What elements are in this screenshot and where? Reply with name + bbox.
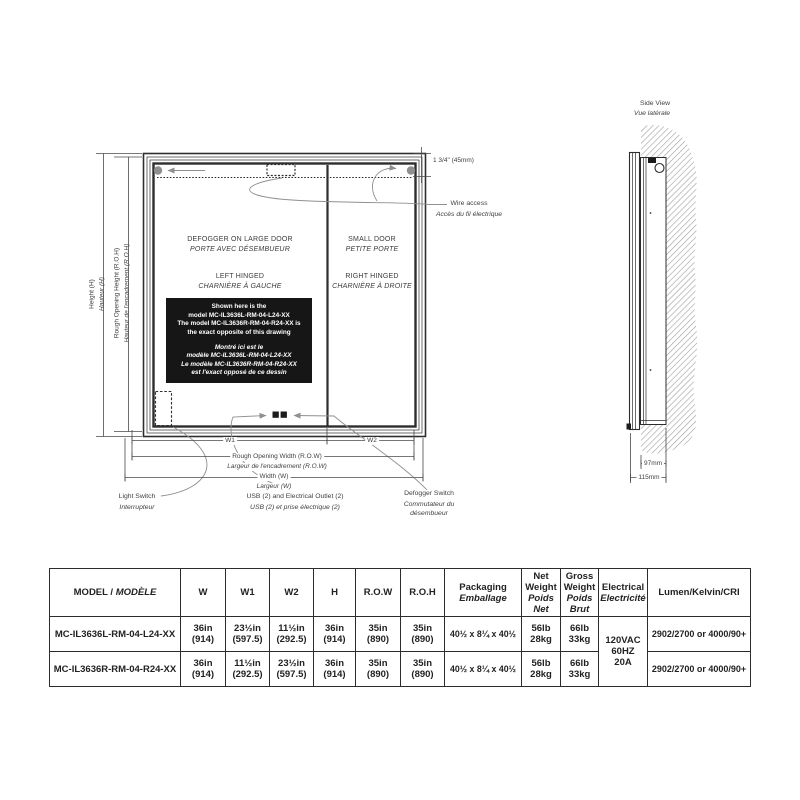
defogger-switch-label-fr: Commutateur du	[403, 500, 455, 508]
light-switch-label: Light Switch	[118, 493, 156, 500]
small-door-label: SMALL DOOR	[348, 236, 396, 243]
wire-access-label-fr: Accès du fil électrique	[435, 211, 503, 218]
side-cabinet-box	[641, 158, 667, 425]
header-gross-en: Gross Weight	[563, 570, 596, 593]
cell-w: 36in (914)	[181, 617, 226, 652]
right-hinged-label-fr: CHARNIÈRE À DROITE	[332, 282, 412, 290]
cell-packaging: 40½ x 8¼ x 40½	[445, 617, 522, 652]
cabinet-outer-frame	[144, 154, 426, 437]
header-electrical-fr: Electricité	[600, 592, 646, 604]
side-view-title: Side View	[639, 100, 671, 107]
header-net-en: Net Weight	[525, 570, 557, 593]
total-depth-dimension: 115mm	[638, 473, 660, 481]
header-row	[50, 569, 751, 617]
header-row-width: R.O.W	[356, 569, 401, 617]
light-switch-leader	[161, 427, 207, 496]
height-dimension-label	[88, 277, 107, 311]
recess-depth-dimension: 97mm	[643, 459, 663, 467]
cell-gross: 66lb 33kg	[561, 617, 599, 652]
cell-roh: 35in (890)	[401, 617, 445, 652]
side-door-profile	[630, 153, 640, 430]
header-w: W	[181, 569, 226, 617]
usb-outlet-label-fr: USB (2) et prise électrique (2)	[250, 504, 340, 511]
note-line-fr: Montré ici est le	[214, 343, 264, 351]
spec-table	[49, 568, 751, 687]
header-model-en: MODEL /	[73, 587, 114, 598]
left-hinge-dot	[154, 166, 162, 174]
header-roh: R.O.H	[401, 569, 445, 617]
side-bottom-bracket	[627, 424, 632, 430]
note-line-fr: Le modèle MC-IL3636R-RM-04-R24-XX	[181, 360, 297, 368]
height-label-fr: Hauteur (H)	[98, 277, 105, 311]
side-view-drawing	[627, 125, 698, 483]
usb-outlet-square	[273, 412, 279, 418]
usb-outlet-label: USB (2) and Electrical Outlet (2)	[246, 493, 344, 500]
header-gross-weight	[561, 569, 599, 617]
header-electrical	[599, 569, 648, 617]
cell-w2: 11½in (292.5)	[270, 617, 314, 652]
row-dimension-label-fr: Largeur de l'encadrement (R.O.W)	[227, 462, 327, 470]
header-w1: W1	[226, 569, 270, 617]
right-hinge-arrow	[372, 168, 396, 201]
wire-access-label: Wire access	[450, 200, 488, 207]
large-door-label: DEFOGGER ON LARGE DOOR	[187, 236, 293, 243]
light-switch-box	[156, 392, 172, 426]
header-h: H	[314, 569, 356, 617]
header-model-fr: MODÈLE	[115, 587, 157, 598]
cell-net: 56lb 28kg	[522, 617, 561, 652]
w1-dimension: W1	[225, 436, 235, 444]
wire-access-box	[267, 165, 295, 176]
cell-net: 56lb 28kg	[522, 652, 561, 687]
defogger-switch-label-fr2: désembueur	[410, 510, 448, 517]
roh-label-en: Rough Opening Height (R.O.H)	[113, 247, 121, 339]
note-line: Shown here is the	[211, 303, 267, 311]
spec-row-left-model	[50, 617, 751, 652]
header-packaging-fr: Emballage	[459, 592, 507, 604]
cell-lumen: 2902/2700 or 4000/90+	[648, 617, 751, 652]
cell-packaging: 40½ x 8¼ x 40½	[445, 652, 522, 687]
height-label-en: Height (H)	[88, 279, 96, 309]
note-line: The model MC-IL3636R-RM-04-R24-XX is	[177, 320, 301, 328]
defogger-switch-label: Defogger Switch	[404, 490, 454, 497]
header-net-fr: Poids Net	[528, 592, 554, 615]
cell-w2: 23½in (597.5)	[270, 652, 314, 687]
cell-lumen: 2902/2700 or 4000/90+	[648, 652, 751, 687]
header-gross-fr: Poids Brut	[566, 592, 593, 615]
width-dimension-label-fr: Largeur (W)	[256, 483, 292, 490]
note-line-fr: modèle MC-IL3636L-RM-04-L24-XX	[186, 352, 292, 360]
header-w2: W2	[270, 569, 314, 617]
left-hinged-label-fr: CHARNIÈRE À GAUCHE	[198, 282, 282, 290]
w2-dimension: W2	[367, 436, 377, 444]
header-net-weight	[522, 569, 561, 617]
large-door-label-fr: PORTE AVEC DÉSEMBUEUR	[190, 245, 290, 253]
cell-model: MC-IL3636L-RM-04-L24-XX	[50, 617, 181, 652]
light-switch-label-fr: Interrupteur	[119, 503, 155, 511]
cell-gross: 66lb 33kg	[561, 652, 599, 687]
cell-row: 35in (890)	[356, 617, 401, 652]
cell-electrical: 120VAC 60HZ 20A	[599, 617, 648, 687]
wire-access-leader	[250, 178, 447, 205]
cell-w1: 11½in (292.5)	[226, 652, 270, 687]
cell-w1: 23½in (597.5)	[226, 617, 270, 652]
side-view-title-fr: Vue latérale	[633, 109, 671, 117]
left-hinged-label: LEFT HINGED	[215, 273, 265, 280]
header-packaging	[445, 569, 522, 617]
row-dimension-label: Rough Opening Width (R.O.W)	[232, 452, 322, 460]
cell-roh: 35in (890)	[401, 652, 445, 687]
small-door-label-fr: PETITE PORTE	[345, 245, 399, 253]
front-view-drawing	[144, 154, 426, 437]
cell-row: 35in (890)	[356, 652, 401, 687]
side-wire-hole	[655, 164, 664, 173]
right-hinge-dot	[407, 166, 415, 174]
cell-h: 36in (914)	[314, 617, 356, 652]
note-line: the exact opposite of this drawing	[187, 328, 291, 336]
usb-outlet-square	[281, 412, 287, 418]
width-dimension-label: Width (W)	[259, 473, 289, 480]
header-electrical-en: Electrical	[601, 581, 645, 593]
note-line-fr: est l'exact opposé de ce dessin	[191, 369, 287, 377]
top-offset-dimension: 1 3/4" (45mm)	[433, 157, 474, 164]
side-top-bracket	[648, 158, 656, 163]
roh-label-fr: Hauteur de l'encadrement (R.O.H)	[123, 243, 130, 343]
cell-model: MC-IL3636R-RM-04-R24-XX	[50, 652, 181, 687]
cell-h: 36in (914)	[314, 652, 356, 687]
model-note-box	[166, 298, 312, 383]
cell-w: 36in (914)	[181, 652, 226, 687]
roh-dimension-label	[113, 244, 132, 343]
header-packaging-en: Packaging	[459, 581, 507, 593]
header-lumen: Lumen/Kelvin/CRI	[648, 569, 751, 617]
right-hinged-label: RIGHT HINGED	[345, 273, 399, 280]
note-line: model MC-IL3636L-RM-04-L24-XX	[188, 311, 290, 319]
header-model	[50, 569, 181, 617]
